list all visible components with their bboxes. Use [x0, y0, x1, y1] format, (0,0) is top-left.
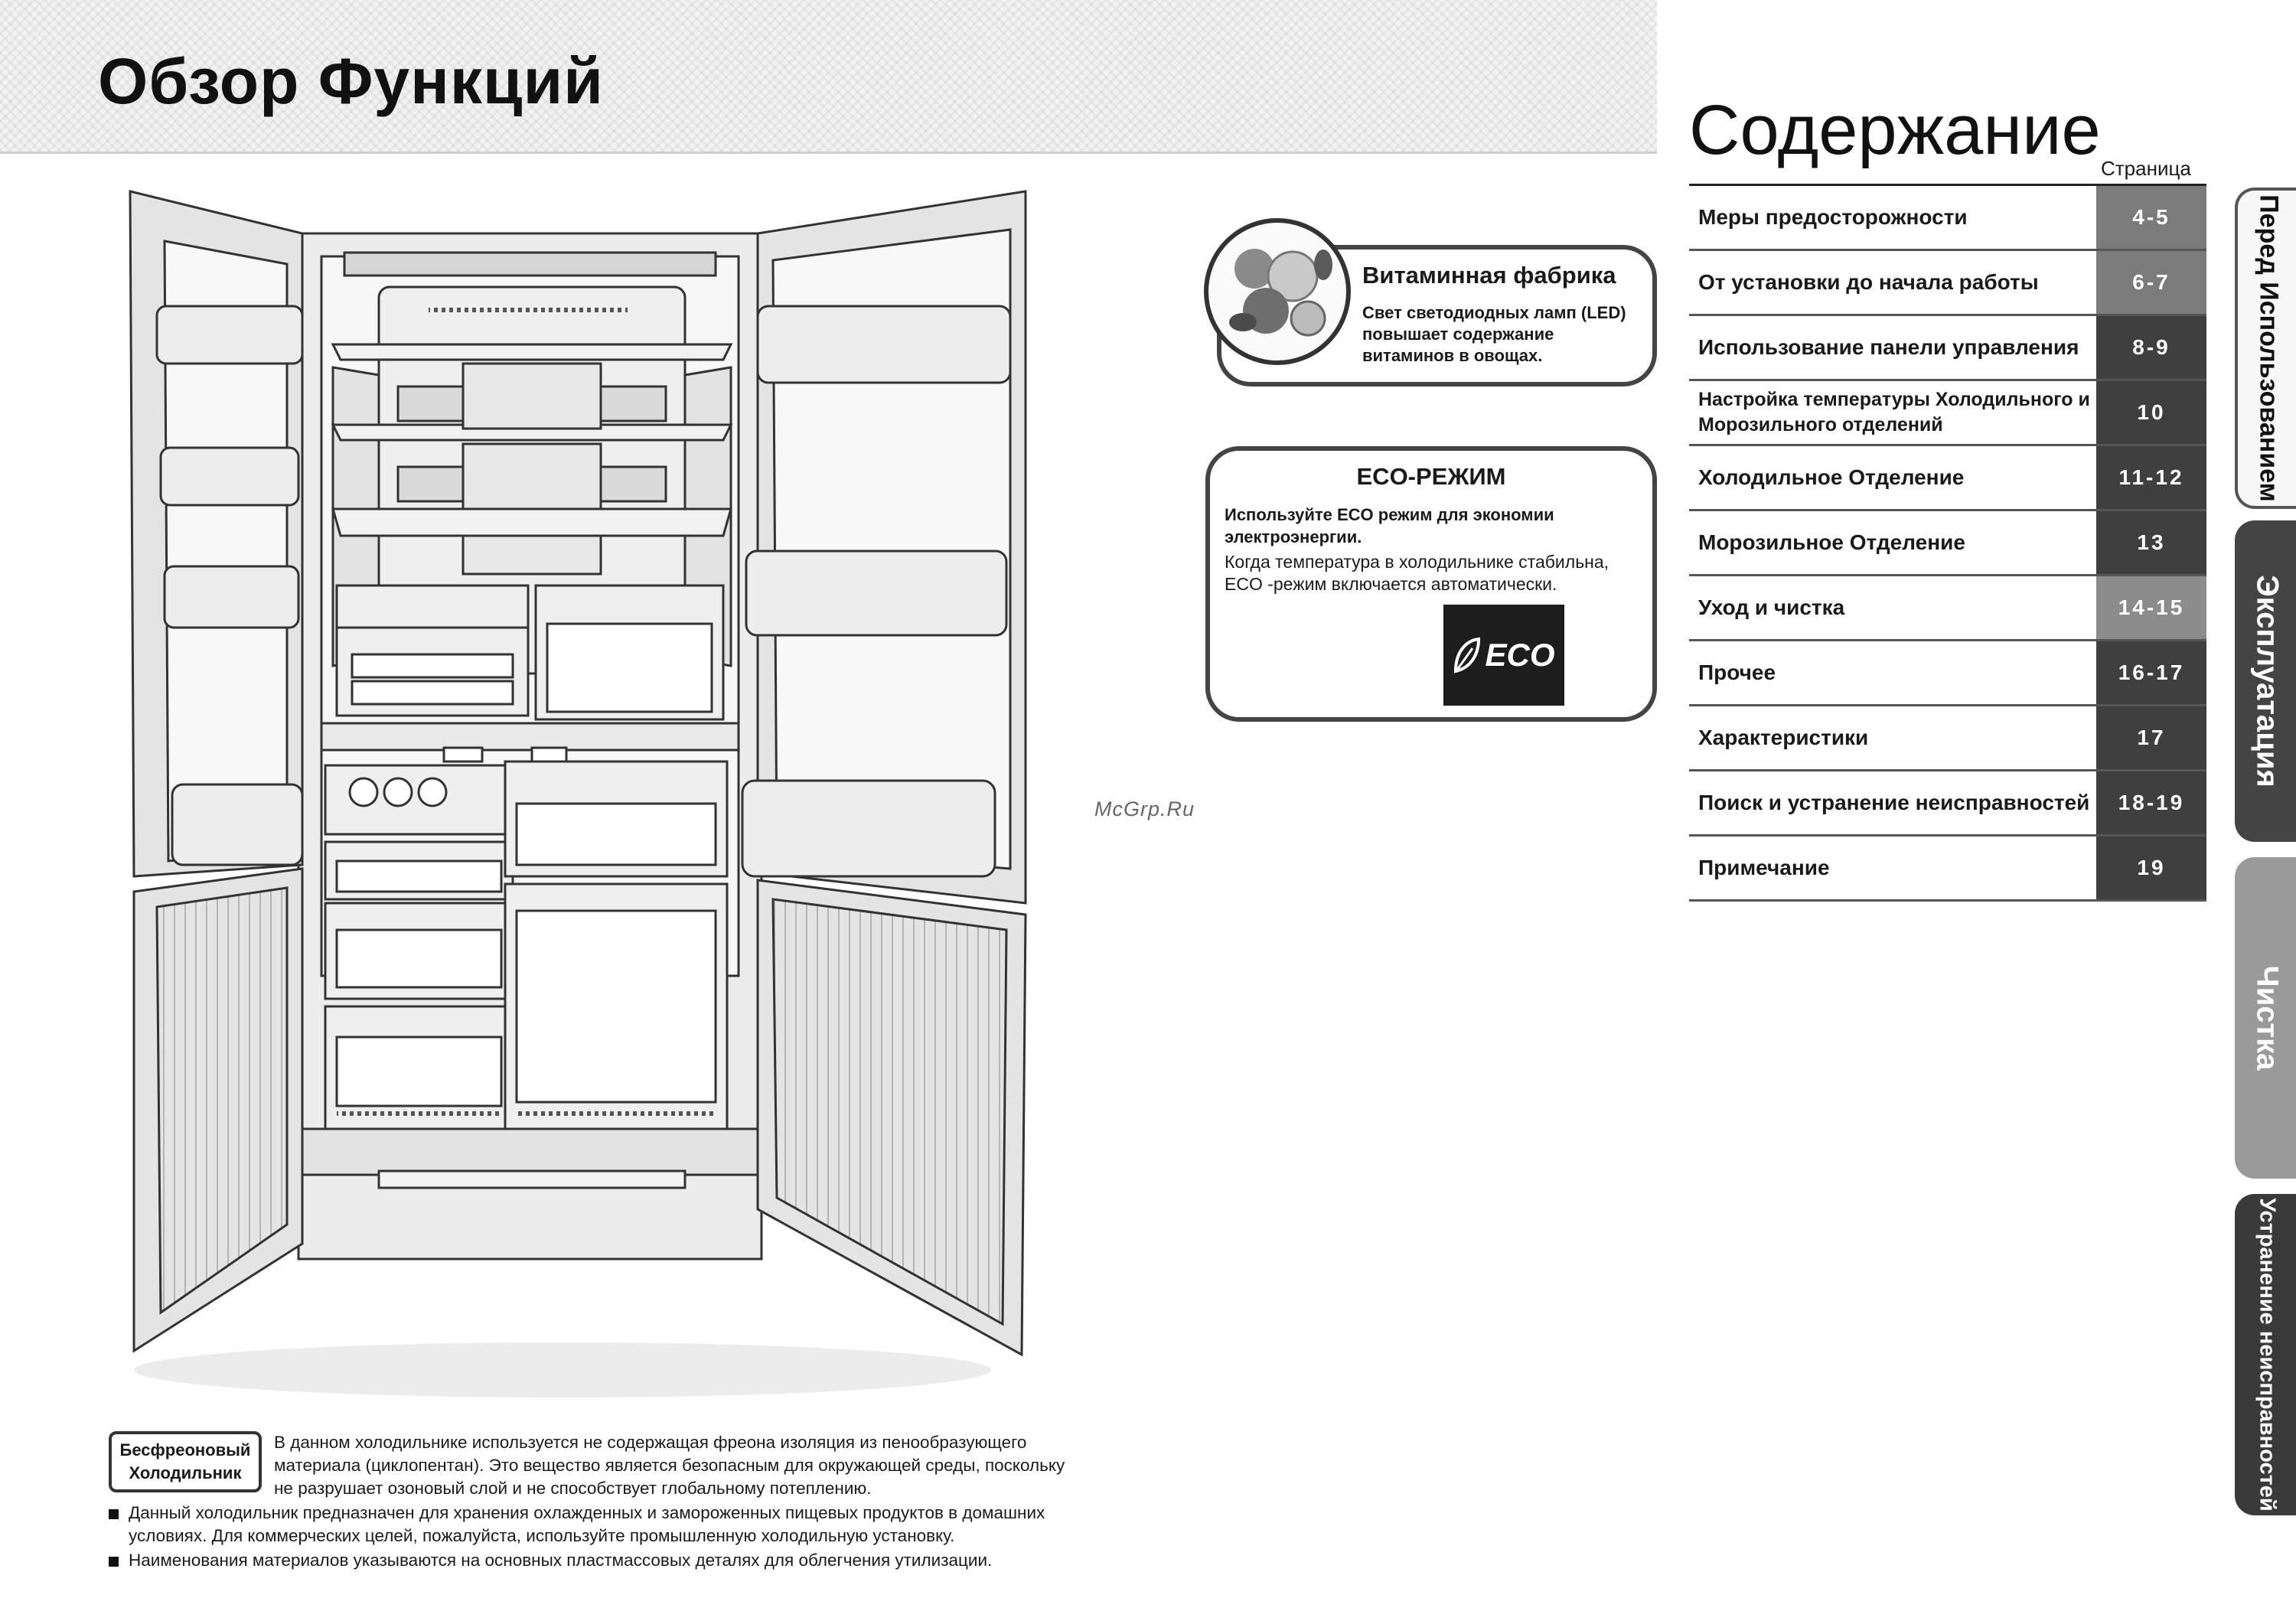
toc-item-pages: 14-15: [2096, 576, 2206, 639]
toc-item[interactable]: [1689, 251, 2206, 316]
toc-item[interactable]: [1689, 837, 2206, 902]
toc-item-label: Характеристики: [1698, 726, 1869, 749]
note-item: [109, 1549, 1096, 1572]
toc-item[interactable]: [1689, 641, 2206, 706]
tab-label: Устранение неисправностей: [2255, 1198, 2280, 1512]
toc-item-pages: 18-19: [2096, 771, 2206, 834]
vitamin-factory-title: Витаминная фабрика: [1362, 262, 1616, 289]
eco-mode-text: Когда температура в холодильнике стабильна, ECO -режим включается автоматически.: [1225, 552, 1609, 594]
toc-item-label: Холодильное Отделение: [1698, 465, 1965, 489]
eco-mode-bold-text: Используйте ECO режим для экономии электроэнергии.: [1225, 505, 1554, 546]
toc-item-label: От установки до начала работы: [1698, 270, 2039, 294]
toc-item[interactable]: [1689, 381, 2206, 446]
toc-item-pages: 10: [2096, 381, 2206, 444]
tab-cleaning[interactable]: [2235, 857, 2296, 1179]
eco-badge-text: ECO: [1485, 637, 1555, 673]
bullet-square-icon: [109, 1509, 119, 1519]
toc-item-label: Примечание: [1698, 856, 1830, 879]
tab-label: Перед Использованием: [2254, 194, 2284, 502]
toc-item-pages: 4-5: [2096, 186, 2206, 249]
toc-item[interactable]: [1689, 706, 2206, 771]
freon-free-label: Бесфреоновый Холодильник: [109, 1431, 262, 1492]
toc-item[interactable]: [1689, 576, 2206, 641]
toc-item-pages: 17: [2096, 706, 2206, 769]
page-title: Обзор Функций: [98, 45, 604, 117]
tab-before-use[interactable]: [2235, 188, 2296, 509]
toc-item-label: Уход и чистка: [1698, 595, 1845, 619]
tab-operation[interactable]: [2235, 520, 2296, 842]
toc-item[interactable]: [1689, 511, 2206, 576]
vegetables-photo: [1204, 218, 1351, 365]
toc-item-label: Морозильное Отделение: [1698, 530, 1965, 554]
freon-free-text: В данном холодильнике используется не содержащая фреона изоляция из пенообразующего материала (циклопентан). Это вещество является безопасным для окружающей среды, поскольку не разрушает озоновый слой и не способствует глобальному потеплению.: [274, 1433, 1065, 1498]
toc-item-pages: 16-17: [2096, 641, 2206, 704]
tab-label: Чистка: [2250, 965, 2285, 1071]
toc-item-label: Меры предосторожности: [1698, 205, 1968, 229]
toc-item-pages: 11-12: [2096, 446, 2206, 509]
toc-page-label: Страница: [2101, 157, 2191, 180]
toc-item-pages: 8-9: [2096, 316, 2206, 379]
toc-list: [1689, 184, 2206, 902]
vitamin-factory-description: Свет светодиодных ламп (LED) повышает содержание витаминов в овощах.: [1362, 303, 1626, 365]
toc-item-pages: 13: [2096, 511, 2206, 574]
toc-item-pages: 19: [2096, 837, 2206, 899]
note-item: [109, 1502, 1096, 1548]
eco-mode-title: ECO-РЕЖИМ: [1356, 463, 1506, 490]
watermark: McGrp.Ru: [1094, 797, 1195, 820]
refrigerator-illustration: [73, 176, 1083, 1401]
toc-item-pages: 6-7: [2096, 251, 2206, 314]
toc-item[interactable]: [1689, 446, 2206, 511]
note-text: Наименования материалов указываются на основных пластмассовых деталях для облегчения утилизации.: [129, 1551, 993, 1570]
eco-badge: [1443, 605, 1564, 706]
tab-label: Эксплуатация: [2250, 575, 2285, 788]
toc-item-label: Настройка температуры Холодильного и Морозильного отделений: [1698, 389, 2090, 435]
toc-item-label: Поиск и устранение неисправностей: [1698, 791, 2090, 814]
leaf-icon: [1453, 636, 1482, 674]
bullet-square-icon: [109, 1557, 119, 1567]
note-text: Данный холодильник предназначен для хранения охлажденных и замороженных пищевых продуктов в домашних условиях. Для коммерческих целей, пожалуйста, используйте промышленную холодильную установку.: [129, 1503, 1045, 1545]
toc-item[interactable]: [1689, 316, 2206, 381]
toc-item[interactable]: [1689, 186, 2206, 251]
toc-item-label: Прочее: [1698, 660, 1776, 684]
tab-troubleshooting[interactable]: [2235, 1194, 2296, 1515]
toc-item[interactable]: [1689, 771, 2206, 837]
toc-item-label: Использование панели управления: [1698, 335, 2079, 359]
toc-title: Содержание: [1689, 91, 2101, 169]
